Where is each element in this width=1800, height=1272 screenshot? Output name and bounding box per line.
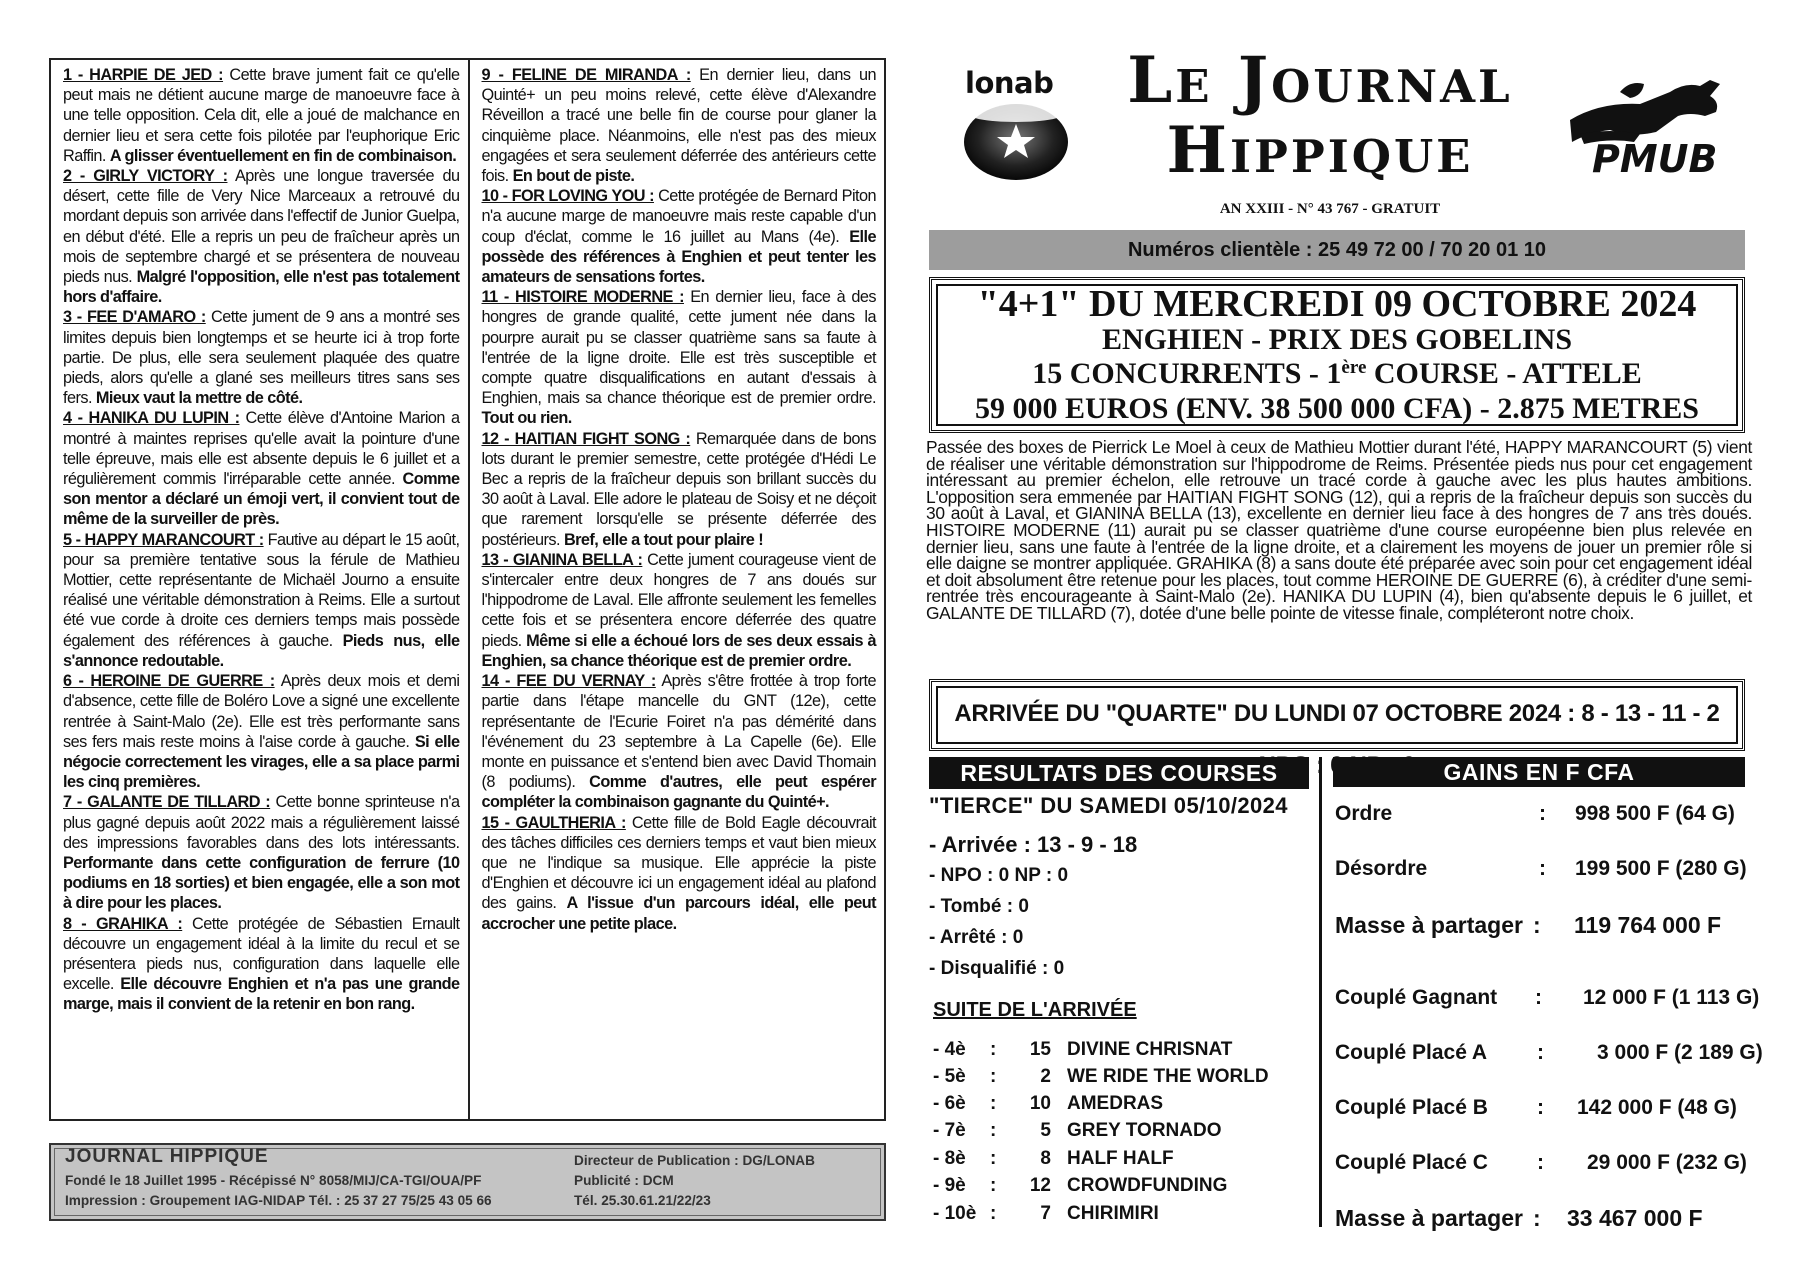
horse-name: 8 - GRAHIKA :: [63, 914, 183, 933]
imprint-director: Directeur de Publication : DG/LONAB: [574, 1153, 815, 1168]
race-info-box: [929, 277, 1745, 433]
imprint-paper-name: JOURNAL HIPPIQUE: [65, 1146, 269, 1167]
horse-commentary: [49, 58, 886, 1121]
commentary-entry: 2 - GIRLY VICTORY : Après une longue traversée du désert, cette fille de Very Nice Marceaux a retrouvé du mordant depuis son arrivée dans l'effectif de Junior Guelpa, en début d'été. Elle a repris un peu de fraîcheur après un mois de septembre chargé et se présentera de nouveau pieds nus. Malgré l'opposition, elle n'est pas totalement hors d'affaire.: [63, 167, 460, 307]
commentary-entry: 6 - HEROINE DE GUERRE : Après deux mois et demi d'absence, cette fille de Boléro Love a signé une excellente rentrée à Saint-Malo (2e). Elle est très performante sans ses fers mais reste moins à l'aise corde à gauche. Si elle négocie correctement les virages, elle a sa place parmi les cinq premières.: [63, 672, 460, 792]
customer-phone-bar: Numéros clientèle : 25 49 72 00 / 70 20 01 10: [929, 230, 1745, 270]
quarte-arrival: ARRIVÉE DU "QUARTE" DU LUNDI 07 OCTOBRE 2024 : 8 - 13 - 11 - 2: [936, 686, 1738, 744]
horse-name: 3 - FEE D'AMARO :: [63, 308, 206, 327]
edition-info: AN XXIII - N° 43 767 - GRATUIT: [1219, 201, 1441, 217]
horse-name: 2 - GIRLY VICTORY :: [63, 167, 228, 186]
quarte-arrival-box: [929, 679, 1745, 751]
gain-row-couple-gagnant: Couplé Gagnant : 12 000 F (1 113 G): [1335, 986, 1760, 1009]
results-heading: RESULTATS DES COURSES: [929, 757, 1309, 789]
commentary-column-right: [468, 60, 885, 1119]
gain-row-ordre: Ordre : 998 500 F (64 G): [1335, 802, 1735, 825]
commentary-entry: 14 - FEE DU VERNAY : Après s'être frottée à trop forte partie dans l'étape mancelle du GNT (12e), cette représentante de l'Ecurie Foiret n'a pas démérité dans l'événement du 23 septembre à La Capelle (6e). Elle monte en puissance et s'entend bien avec David Thomain (8 podiums). Comme d'autres, elle peut espérer compléter la combinaison gagnante du Quinté+.: [481, 672, 876, 812]
horse-name: 1 - HARPIE DE JED :: [63, 66, 224, 84]
race-runners: 15 CONCURRENTS - 1ère COURSE - ATTELE: [1032, 357, 1642, 390]
horse-name: 10 - FOR LOVING YOU :: [481, 187, 654, 206]
commentary-entry: 13 - GIANINA BELLA : Cette jument courageuse vient de s'intercaler entre deux hongres de 7 ans doués sur l'hippodrome de Laval. Elle affronte seulement les femelles cette fois et se présentera encore déferrée des quatre pieds. Même si elle a échoué lors de ses deux essais à Enghien, sa chance théorique est de premier ordre.: [481, 550, 876, 670]
gains-heading: GAINS EN F CFA: [1333, 757, 1745, 787]
tierce-title: "TIERCE" DU SAMEDI 05/10/2024: [929, 793, 1288, 818]
horse-name: 9 - FELINE DE MIRANDA :: [481, 66, 691, 84]
horse-name: 4 - HANIKA DU LUPIN :: [63, 409, 240, 428]
imprint-printing: Impression : Groupement IAG-NIDAP Tél. : 25 37 27 75/25 43 05 66: [65, 1193, 492, 1208]
commentary-entry: 4 - HANIKA DU LUPIN : Cette élève d'Antoine Marion a montré à maintes reprises qu'elle avait la pointure d'une telle épreuve, mais elle est absente depuis le 6 juillet et a régulièrement commis l'irréparable cette année. Comme son mentor a déclaré un émoji vert, il convient tout de même de la surveiller de près.: [63, 409, 460, 529]
gain-row-desordre: Désordre : 199 500 F (280 G): [1335, 857, 1747, 880]
tierce-arrival: - Arrivée : 13 - 9 - 18: [929, 832, 1138, 857]
gain-row-masse-1: Masse à partager : 119 764 000 F: [1335, 912, 1722, 938]
commentary-entry: 11 - HISTOIRE MODERNE : En dernier lieu, face à des hongres de grande qualité, cette jument née dans la pourpre aurait pu se classer quatrième sans sa faute à l'entrée de la ligne droite. Elle est très susceptible et compte quatre disqualifications en autant d'essais à Enghien, mais sa chance théorique est de premier ordre. Tout ou rien.: [481, 288, 876, 428]
masthead-line-1: Le Journal: [1127, 43, 1513, 118]
commentary-entry: 9 - FELINE DE MIRANDA : En dernier lieu, dans un Quinté+ un peu moins relevé, cette élève d'Alexandre Réveillon a tracé une belle fin de course pour glaner la cinquième place. Néanmoins, elle n'est pas des mieux engagées et sera seulement déferrée des antérieurs cette fois. En bout de piste.: [481, 66, 876, 186]
tierce-arrete: - Arrêté : 0: [929, 927, 1024, 948]
imprint-publicity: Publicité : DCM: [574, 1173, 674, 1188]
pmub-logo-icon: [1560, 72, 1740, 182]
horse-name: 13 - GIANINA BELLA :: [481, 550, 643, 569]
race-venue: ENGHIEN - PRIX DES GOBELINS: [1101, 323, 1573, 356]
imprint-phone: Tél. 25.30.61.21/22/23: [574, 1193, 711, 1208]
horse-name: 15 - GAULTHERIA :: [481, 813, 626, 832]
horse-name: 7 - GALANTE DE TILLARD :: [63, 793, 271, 812]
commentary-entry: 10 - FOR LOVING YOU : Cette protégée de Bernard Piton n'a aucune marge de manoeuvre mais reste capable d'un coup d'éclat, comme le 16 juillet au Mans (4e). Elle possède des références à Enghien et peut tenter les amateurs de sensations fortes.: [481, 187, 876, 287]
column-divider: [1319, 757, 1322, 1227]
race-title: "4+1" DU MERCREDI 09 OCTOBRE 2024: [977, 283, 1697, 325]
suite-arrival-title: SUITE DE L'ARRIVÉE: [933, 999, 1137, 1021]
gain-row-couple-place-b: Couplé Placé B : 142 000 F (48 G): [1335, 1096, 1737, 1119]
horse-name: 6 - HEROINE DE GUERRE :: [63, 672, 275, 691]
gain-row-couple-place-c: Couplé Placé C : 29 000 F (232 G): [1335, 1151, 1747, 1174]
commentary-entry: 8 - GRAHIKA : Cette protégée de Sébastien Ernault découvre un engagement idéal à la limite du recul et se présentera pieds nus, configuration dans laquelle elle excelle. Elle découvre Enghien et n'a pas une grande marge, mais il convient de la retenir en bon rang.: [63, 914, 460, 1014]
imprint-box: [49, 1143, 886, 1221]
lonab-wordmark: lonab: [965, 66, 1054, 100]
horse-name: 5 - HAPPY MARANCOURT :: [63, 530, 264, 549]
horse-name: 14 - FEE DU VERNAY :: [481, 672, 656, 691]
commentary-entry: 12 - HAITIAN FIGHT SONG : Remarquée dans de bons lots durant le premier semestre, cette protégée d'Hédi Le Bec a repris de la fraîcheur depuis son brillant succès du 30 août à Laval. Elle adore le plateau de Soisy et ne déçoit que rarement lorsqu'elle se présente déferrée des postérieurs. Bref, elle a tout pour plaire !: [481, 429, 876, 549]
commentary-entry: 15 - GAULTHERIA : Cette fille de Bold Eagle découvrait des tâches difficiles ces derniers temps et vaut bien mieux que ne l'indique sa musique. Elle apprécie la piste d'Enghien et découvre ici un engagement idéal au plafond des gains. A l'issue d'un parcours idéal, elle peut accrocher une petite place.: [481, 813, 876, 933]
tierce-npo: - NPO : 0 NP : 0: [929, 865, 1069, 886]
race-purse: 59 000 EUROS (ENV. 38 500 000 CFA) - 2.875 METRES: [975, 392, 1699, 425]
masthead-title: [1100, 43, 1540, 188]
commentary-entry: 5 - HAPPY MARANCOURT : Fautive au départ le 15 août, pour sa première tentative sous la férule de Mathieu Mottier, cette représentante de Michaël Journo a ensuite réalisé une véritable démonstration à Reims. Elle a surtout été vue corde à droite ces derniers temps mais possède également des références à gauche. Pieds nus, elle s'annonce redoutable.: [63, 530, 460, 670]
commentary-entry: 1 - HARPIE DE JED : Cette brave jument fait ce qu'elle peut mais ne détient aucune marge de manoeuvre face à une telle opposition. Cela dit, elle a joué de malchance en dernier lieu et sera cette fois pilotée par l'euphorique Eric Raffin. A glisser éventuellement en fin de combinaison.: [63, 66, 460, 165]
commentary-column-left: [51, 60, 468, 1119]
race-summary: Passée des boxes de Pierrick Le Moel à ceux de Mathieu Mottier durant l'été, HAPPY MARANCOURT (5) vient de réaliser une véritable démonstration sur l'hippodrome de Reims. Présentée pieds nus pour cet engagement intéressant au premier échelon, elle retrouve un tracé corde à gauche avec les plus hautes ambitions. L'opposition sera emmenée par HAITIAN FIGHT SONG (12), qui a repris de la fraîcheur depuis son succès du 30 août à Laval, et GIANINA BELLA (13), excellente en dernier lieu face à des hongres de 7 ans très doués. HISTOIRE MODERNE (11) aurait pu se classer quatrième d'une course européenne bien plus relevée en dernier lieu, sans une faute à l'entrée de la ligne droite, et a clairement les moyens de jouer un premier rôle si elle daigne se montrer appliquée. GRAHIKA (8) a sans doute été préparée avec soin pour cet engagement idéal et doit absolument être retenue pour les places, tout comme HEROINE DE GUERRE (6), à créditer d'une semi-rentrée très encourageante à Saint-Malo (2e). HANIKA DU LUPIN (4), bien qu'absente depuis le 6 juillet, et GALANTE DE TILLARD (7), dotée d'une belle pointe de vitesse finale, compléteront notre choix.: [926, 437, 1752, 623]
gain-row-couple-place-a: Couplé Placé A : 3 000 F (2 189 G): [1335, 1041, 1763, 1064]
tierce-disqualifie: - Disqualifié : 0: [929, 958, 1065, 979]
svg-text:PMUB: PMUB: [1592, 137, 1718, 181]
masthead-line-2: Hippique: [1166, 113, 1474, 188]
gain-row-masse-2: Masse à partager : 33 467 000 F: [1335, 1205, 1703, 1231]
commentary-entry: 7 - GALANTE DE TILLARD : Cette bonne sprinteuse n'a plus gagné depuis août 2022 mais a régulièrement laissé des impressions favorables dans des lots intéressants. Performante dans cette configuration de ferrure (10 podiums en 18 sorties) et bien engagée, elle a son mot à dire pour les places.: [63, 793, 460, 913]
commentary-entry: 3 - FEE D'AMARO : Cette jument de 9 ans a montré ses limites depuis bien longtemps et se heurte ici à trop forte partie. De plus, elle sera seulement plaquée des quatre pieds, alors qu'elle a glané ses meilleurs titres sans ses fers. Mieux vaut la mettre de côté.: [63, 308, 460, 408]
horse-name: 11 - HISTOIRE MODERNE :: [481, 288, 684, 307]
tierce-tombe: - Tombé : 0: [929, 896, 1029, 917]
imprint-founded: Fondé le 18 Juillet 1995 - Récépissé N° 8058/MIJ/CA-TGI/OUA/PF: [65, 1173, 482, 1188]
horse-name: 12 - HAITIAN FIGHT SONG :: [481, 429, 691, 448]
